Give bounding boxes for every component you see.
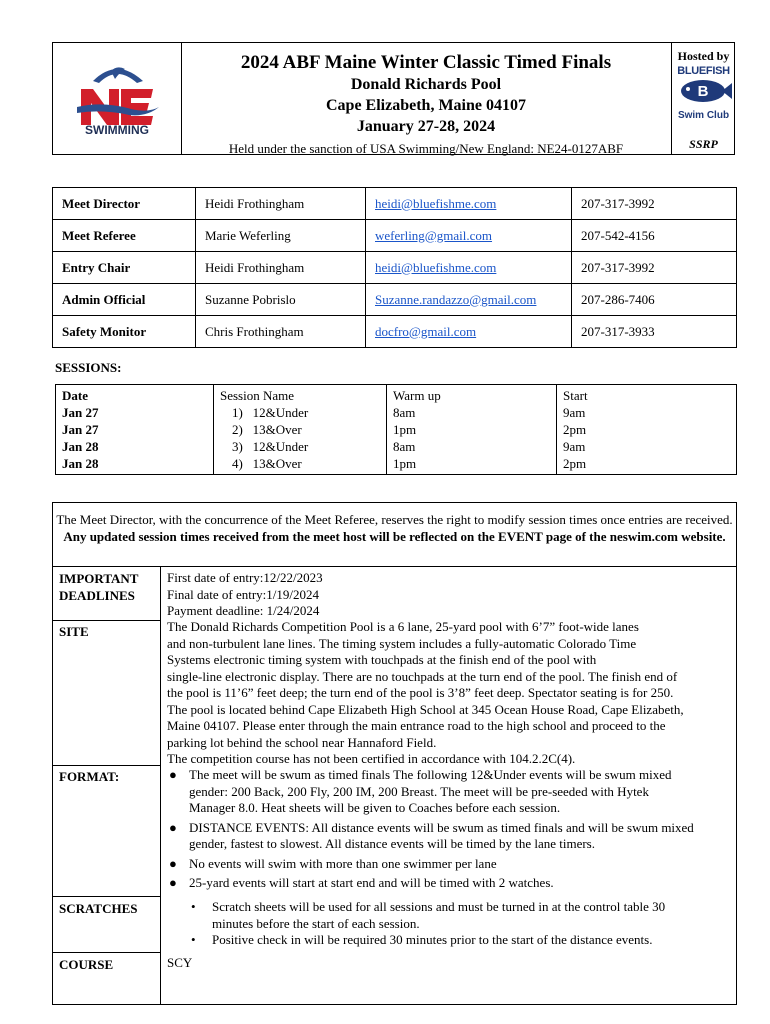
official-name: Chris Frothingham (205, 323, 304, 339)
session-change-notice (53, 503, 736, 567)
format-line: gender: 200 Back, 200 Fly, 200 IM, 200 Breast. The meet will be pre-seeded with Hytek (189, 783, 649, 799)
session-date: Jan 28 (62, 439, 99, 454)
official-row (53, 316, 737, 348)
official-name: Suzanne Pobrislo (205, 291, 296, 307)
fish-b-icon (674, 77, 733, 105)
official-email-link[interactable]: Suzanne.randazzo@gmail.com (375, 291, 537, 307)
session-date: Jan 27 (62, 405, 99, 420)
format-item (167, 856, 694, 873)
bullet-icon: • (191, 899, 196, 914)
official-email-link-cell (366, 284, 572, 316)
sanction-line: Held under the sanction of USA Swimming/New England: NE24-0127ABF (228, 141, 624, 156)
bullet-icon: ● (169, 819, 177, 835)
course-value: SCY (167, 955, 193, 970)
start-header: Start (563, 388, 588, 403)
scratches-content (167, 899, 665, 949)
deadlines-label (59, 570, 138, 604)
sessions-label: SESSIONS: (55, 360, 122, 375)
scratch-item (167, 932, 665, 949)
site-line: Maine 04107. Please enter through the main entrance road to the high school and proceed to the (167, 718, 666, 733)
warmup-header: Warm up (393, 388, 441, 403)
deadlines-label-line: DEADLINES (59, 588, 135, 603)
meet-title: 2024 ABF Maine Winter Classic Timed Finals (240, 52, 612, 73)
format-line: 25-yard events will start at start end and will be timed with 2 watches. (189, 875, 554, 890)
site-line: The Donald Richards Competition Pool is a 6 lane, 25-yard pool with 6’7” foot-wide lanes (167, 619, 639, 634)
official-email-link[interactable]: docfro@gmail.com (375, 323, 477, 339)
format-line: Manager 8.0. Heat sheets will be given to Coaches before each session. (189, 800, 561, 815)
date-header: Date (62, 388, 88, 403)
official-email-link[interactable]: heidi@bluefishme.com (375, 259, 497, 275)
official-email-link[interactable]: weferling@gmail.com (375, 227, 493, 243)
official-phone-cell (572, 188, 737, 220)
format-line: No events will swim with more than one swimmer per lane (189, 855, 497, 871)
scratch-item (167, 899, 665, 932)
site-line: the pool is 11’6” feet deep; the turn end of the pool is 3’8” feet deep. Spectator seating is for 250. (167, 685, 674, 700)
meet-header (52, 42, 735, 155)
format-line: The meet will be swum as timed finals The following 12&Under events will be swum mixed (189, 767, 672, 782)
bullet-icon: ● (169, 875, 177, 890)
official-name-cell (196, 252, 366, 284)
official-row (53, 220, 737, 252)
session-warmup: 8am (393, 405, 416, 420)
official-row (53, 188, 737, 220)
format-content (167, 767, 694, 892)
deadlines-label-line: IMPORTANT (59, 571, 139, 586)
session-name: 1) 12&Under (232, 405, 309, 420)
bluefish-logo-top-text: BLUEFISH (677, 65, 730, 77)
session-name-header: Session Name (220, 388, 295, 403)
format-item (167, 875, 694, 892)
official-email-link-cell (366, 316, 572, 348)
site-line: The competition course has not been certified in accordance with 104.2.2C(4). (167, 751, 576, 766)
session-name: 2) 13&Over (232, 422, 302, 437)
bluefish-logo (674, 65, 733, 133)
official-role: Entry Chair (62, 259, 131, 275)
label-column (53, 567, 161, 1004)
meet-location: Cape Elizabeth, Maine 04107 (326, 97, 526, 114)
pool-name: Donald Richards Pool (350, 76, 502, 93)
official-email-link-cell (366, 252, 572, 284)
official-phone-cell (572, 284, 737, 316)
logo-text: SWIMMING (85, 123, 149, 137)
deadline-item: Final date of entry:1/19/2024 (167, 586, 320, 602)
official-role-cell (53, 252, 196, 284)
session-warmup: 1pm (393, 422, 417, 437)
official-phone: 207-317-3992 (581, 259, 655, 275)
official-name-cell (196, 316, 366, 348)
official-name-cell (196, 284, 366, 316)
site-label: SITE (59, 624, 89, 639)
scratches-label: SCRATCHES (59, 901, 138, 916)
deadline-item: Payment deadline: 1/24/2024 (167, 603, 320, 618)
official-name: Heidi Frothingham (205, 195, 305, 211)
officials-table (52, 187, 737, 348)
official-phone: 207-317-3992 (581, 195, 655, 211)
host-block (671, 43, 735, 154)
notice-bold-text: Any updated session times received from the meet host will be reflected on the EVENT page of the neswim.com website. (63, 529, 726, 544)
title-block (181, 43, 671, 154)
site-content (167, 619, 684, 768)
session-warmup: 1pm (393, 456, 417, 471)
official-role-cell (53, 188, 196, 220)
official-row (53, 284, 737, 316)
divider (53, 896, 160, 897)
session-name: 4) 13&Over (232, 456, 302, 471)
official-phone-cell (572, 252, 737, 284)
hosted-by-label: Hosted by (677, 49, 730, 63)
official-role-cell (53, 220, 196, 252)
official-email-link[interactable]: heidi@bluefishme.com (375, 195, 497, 211)
deadlines-content (167, 570, 323, 620)
official-phone-cell (572, 220, 737, 252)
official-role: Safety Monitor (62, 323, 147, 339)
scratch-line: Scratch sheets will be used for all sessions and must be turned in at the control table 30 (212, 899, 666, 914)
official-role-cell (53, 316, 196, 348)
course-label: COURSE (59, 957, 114, 972)
official-phone: 207-542-4156 (581, 227, 655, 243)
bullet-icon: ● (169, 767, 177, 782)
ne-swimming-logo (53, 43, 182, 154)
session-name: 3) 12&Under (232, 439, 309, 454)
format-line: DISTANCE EVENTS: All distance events will be swum as timed finals and will be swum mixed (189, 819, 694, 835)
format-line: gender, fastest to slowest. All distance events will be timed by the lane timers. (189, 836, 595, 851)
site-line: parking lot behind the school near Hannaford Field. (167, 734, 437, 750)
session-start: 9am (563, 405, 586, 420)
divider (53, 620, 160, 621)
format-label: FORMAT: (59, 769, 120, 784)
official-role: Meet Referee (62, 227, 136, 243)
meet-dates: January 27-28, 2024 (356, 118, 496, 135)
session-warmup-column (387, 385, 557, 475)
ne-swimming-emblem-icon (53, 43, 181, 154)
site-line: single-line electronic display. There are no touchpads at the turn end of the pool. The finish end of (167, 668, 678, 684)
official-name: Marie Weferling (205, 227, 291, 243)
divider (53, 952, 160, 953)
official-phone-cell (572, 316, 737, 348)
notice-text: The Meet Director, with the concurrence of the Meet Referee, reserves the right to modify session times once entries are received. (56, 512, 733, 527)
session-start: 2pm (563, 456, 587, 471)
format-item (167, 820, 694, 853)
session-start: 9am (563, 439, 586, 454)
official-row (53, 252, 737, 284)
official-email-link-cell (366, 220, 572, 252)
official-name: Heidi Frothingham (205, 259, 305, 275)
session-start-column (557, 385, 737, 475)
official-email-link-cell (366, 188, 572, 220)
official-phone: 207-317-3933 (581, 323, 655, 339)
session-name-column (214, 385, 387, 475)
bullet-icon: ● (169, 855, 177, 871)
scratch-line: Positive check in will be required 30 minutes prior to the start of the distance events. (212, 932, 653, 947)
bullet-icon: • (191, 932, 196, 947)
session-date: Jan 27 (62, 422, 99, 437)
session-date: Jan 28 (62, 456, 99, 471)
session-date-column (56, 385, 214, 475)
session-warmup: 8am (393, 439, 416, 454)
official-role: Admin Official (62, 291, 146, 307)
meet-info-box (52, 502, 737, 1005)
host-code: SSRP (689, 137, 718, 151)
site-line: Systems electronic timing system with touchpads at the finish end of the pool with (167, 652, 597, 667)
official-name-cell (196, 220, 366, 252)
official-phone: 207-286-7406 (581, 291, 655, 307)
format-item (167, 767, 694, 817)
divider (53, 765, 160, 766)
site-line: and non-turbulent lane lines. The timing system includes a fully-automatic Colorado Time (167, 635, 637, 651)
session-start: 2pm (563, 422, 587, 437)
official-role-cell (53, 284, 196, 316)
bluefish-logo-bottom-text: Swim Club (677, 110, 730, 121)
official-name-cell (196, 188, 366, 220)
scratch-line: minutes before the start of each session. (212, 915, 420, 931)
site-line: The pool is located behind Cape Elizabeth High School at 345 Ocean House Road, Cape Elizabeth, (167, 701, 684, 717)
deadline-item: First date of entry:12/22/2023 (167, 570, 323, 585)
svg-text:B: B (697, 83, 709, 100)
official-role: Meet Director (62, 195, 141, 211)
sessions-table (55, 384, 737, 475)
